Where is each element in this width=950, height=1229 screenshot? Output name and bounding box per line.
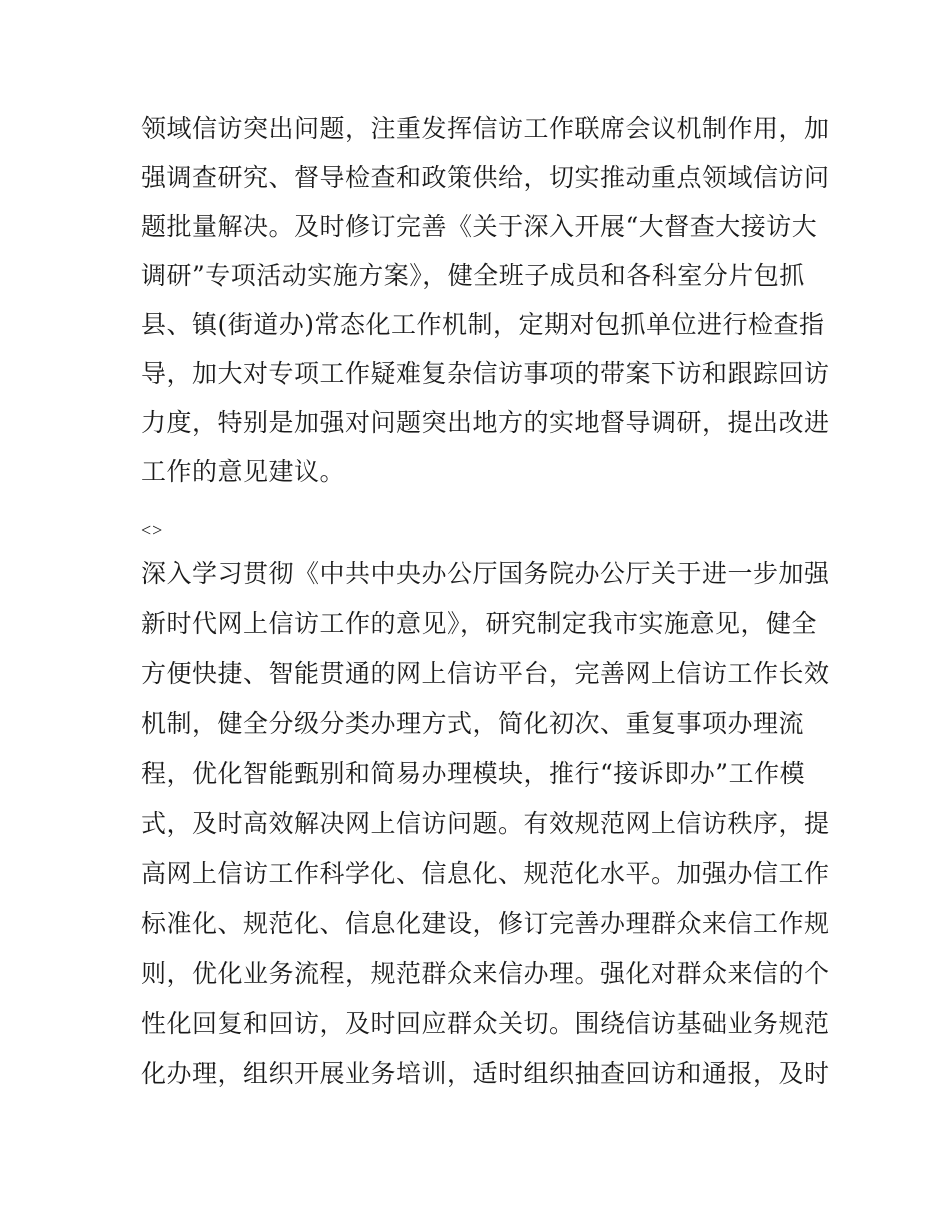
text-line: 性化回复和回访，及时回应群众关切。围绕信访基础业务规范 bbox=[141, 1009, 830, 1038]
text-line: 导，加大对专项工作疑难复杂信访事项的带案下访和跟踪回访 bbox=[141, 359, 830, 388]
text-line: 方便快捷、智能贯通的网上信访平台，完善网上信访工作长效 bbox=[141, 659, 830, 688]
text-line: 化办理，组织开展业务培训，适时组织抽查回访和通报，及时 bbox=[141, 1059, 830, 1088]
text-line: 工作的意见建议。 bbox=[141, 457, 346, 486]
text-line: 强调查研究、督导检查和政策供给，切实推动重点领域信访问 bbox=[141, 163, 830, 192]
text-line: 机制，健全分级分类办理方式，简化初次、重复事项办理流 bbox=[141, 709, 805, 738]
section-marker: <> bbox=[141, 520, 164, 540]
text-line: 县、镇(街道办)常态化工作机制，定期对包抓单位进行检查指 bbox=[141, 310, 825, 339]
text-line: 则，优化业务流程，规范群众来信办理。强化对群众来信的个 bbox=[141, 959, 830, 988]
text-line: 式，及时高效解决网上信访问题。有效规范网上信访秩序，提 bbox=[141, 809, 830, 838]
text-line: 深入学习贯彻《中共中央办公厅国务院办公厅关于进一步加强 bbox=[141, 559, 830, 588]
text-line: 题批量解决。及时修订完善《关于深入开展“大督查大接访大 bbox=[141, 212, 818, 241]
text-line: 领域信访突出问题，注重发挥信访工作联席会议机制作用，加 bbox=[141, 114, 830, 143]
text-line: 调研”专项活动实施方案》，健全班子成员和各科室分片包抓 bbox=[141, 261, 805, 290]
text-line: 程，优化智能甄别和简易办理模块，推行“接诉即办”工作模 bbox=[141, 759, 806, 788]
text-line: 高网上信访工作科学化、信息化、规范化水平。加强办信工作 bbox=[141, 859, 830, 888]
text-line: 标准化、规范化、信息化建设，修订完善办理群众来信工作规 bbox=[141, 909, 830, 938]
text-line: 力度，特别是加强对问题突出地方的实地督导调研，提出改进 bbox=[141, 408, 830, 437]
text-line: 新时代网上信访工作的意见》，研究制定我市实施意见，健全 bbox=[141, 609, 818, 638]
